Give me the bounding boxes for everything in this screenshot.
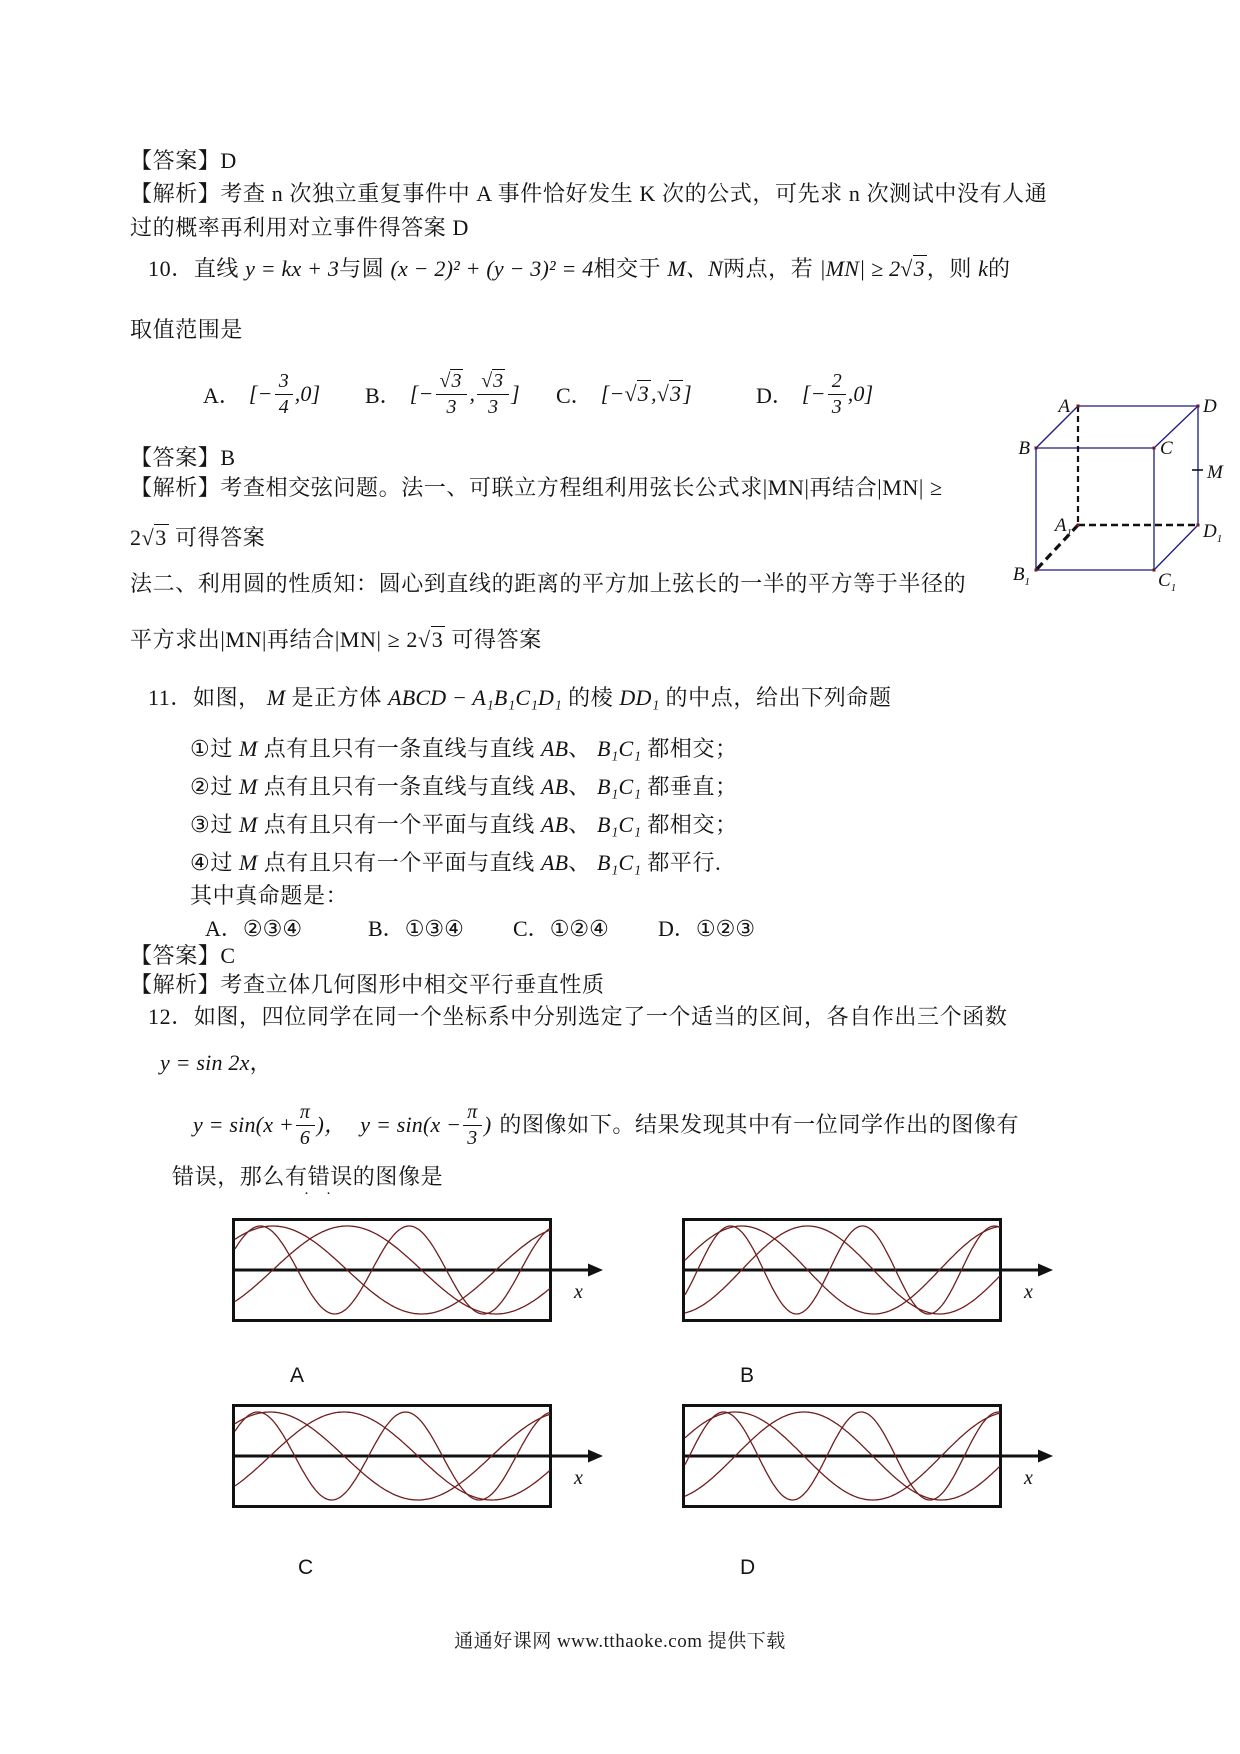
q11-analysis-line xyxy=(130,971,605,999)
fraction-denominator: 3 xyxy=(446,395,457,418)
fraction-numerator: 2 xyxy=(828,370,846,394)
fraction xyxy=(436,370,468,418)
item-math: B₁C₁ xyxy=(597,736,642,761)
q10-option-b xyxy=(365,352,520,436)
x-axis-arrow-icon xyxy=(1038,1450,1053,1463)
analysis-label: 【解析】 xyxy=(130,972,221,997)
stem-text: 是正方体 xyxy=(291,685,382,710)
cube-label-b: B xyxy=(1018,438,1030,459)
cube-label-b1: $B_1$ xyxy=(1012,564,1030,588)
stem-text: 的 xyxy=(988,256,1011,281)
analysis-text: 2√3 可得答案 xyxy=(130,525,266,550)
formula-cube-name: ABCD − A₁B₁C₁D₁ xyxy=(388,685,562,710)
fraction-numerator: π xyxy=(463,1101,482,1125)
analysis-text: 平方求出|MN|再结合|MN| ≥ 2√3 可得答案 xyxy=(130,627,542,652)
graph-panel-c-svg xyxy=(232,1404,604,1508)
cube-label-c: C xyxy=(1160,438,1173,459)
option-label: C． xyxy=(513,916,550,941)
item-text: 、 xyxy=(568,736,591,761)
q10-method2-line1 xyxy=(130,570,966,598)
emphasis-dots: ·· xyxy=(304,1186,348,1202)
option-math: [− xyxy=(801,381,826,406)
footer-text: 通通好课网 www.tthaoke.com 提供下载 xyxy=(454,1631,786,1652)
q10-answer-line xyxy=(130,444,236,472)
option-value: ②③④ xyxy=(242,916,303,941)
item-text: ②过 xyxy=(190,774,233,799)
q10-stem-line2 xyxy=(130,316,243,344)
cube-label-m: M xyxy=(1207,462,1223,483)
x-axis-arrow-icon xyxy=(1038,1264,1053,1277)
fraction-denominator: 4 xyxy=(278,395,289,418)
q11-option-d xyxy=(658,912,755,943)
graph-panel-d xyxy=(682,1404,1054,1508)
cube-label-a1: $A_1$ xyxy=(1054,515,1072,539)
option-label: B． xyxy=(365,382,402,408)
option-value: ①②③ xyxy=(695,916,756,941)
formula-mn-condition: |MN| ≥ 2√3 xyxy=(819,256,925,281)
fraction xyxy=(296,1101,315,1149)
q11-item-1 xyxy=(190,735,738,763)
q10-option-a xyxy=(203,352,320,436)
answer-label: 【答案】 xyxy=(130,445,221,470)
fraction xyxy=(275,370,293,418)
fraction-denominator: 3 xyxy=(831,395,842,418)
item-text: ③过 xyxy=(190,812,233,837)
graph-panel-c xyxy=(232,1404,604,1508)
item-text: 点有且只有一条直线与直线 xyxy=(263,736,535,761)
stem-text: ，则 xyxy=(926,256,972,281)
cube-label-d: D xyxy=(1203,396,1217,417)
item-math: M xyxy=(239,850,258,875)
graph-panel-a-svg xyxy=(232,1218,604,1322)
fraction-numerator: π xyxy=(296,1101,315,1125)
fraction-numerator: √3 xyxy=(436,370,468,394)
formula-m: M xyxy=(266,685,286,710)
item-text: ④过 xyxy=(190,850,233,875)
option-math: [− xyxy=(409,381,434,406)
fraction-denominator: 3 xyxy=(467,1126,478,1149)
analysis-text: 考查 n 次独立重复事件中 A 事件恰好发生 K 次的公式，可先求 n 次测试中没有人通 xyxy=(220,181,1048,206)
cube-label-c1: $C_1$ xyxy=(1158,570,1177,594)
x-axis-label: x xyxy=(1024,1467,1033,1489)
option-label: A． xyxy=(205,916,243,941)
item-text: 、 xyxy=(568,812,591,837)
q11-item-3 xyxy=(190,811,738,839)
item-text: 、 xyxy=(568,774,591,799)
fraction-numerator: 3 xyxy=(275,370,293,394)
stem-text: 直线 xyxy=(193,256,240,281)
cube-hidden-edges xyxy=(1036,406,1198,570)
q11-option-c xyxy=(513,912,609,943)
option-value: ①②④ xyxy=(549,916,609,941)
item-math: B₁C₁ xyxy=(597,850,642,875)
panel-label-b: B xyxy=(740,1364,755,1387)
q10-analysis-line1 xyxy=(130,474,943,502)
question-number: 12． xyxy=(148,1004,194,1029)
analysis-text: 过的概率再利用对立事件得答案 D xyxy=(130,215,469,240)
item-math: M xyxy=(239,812,258,837)
analysis-label: 【解析】 xyxy=(130,475,221,500)
item-math: AB xyxy=(541,850,569,875)
formula-edge: DD₁ xyxy=(619,685,660,710)
q11-stem xyxy=(148,684,892,712)
x-axis-label: x xyxy=(1024,1281,1033,1303)
stem-text: 的中点，给出下列命题 xyxy=(665,685,892,710)
graph-panel-d-svg xyxy=(682,1404,1054,1508)
q11-item-4 xyxy=(190,849,721,877)
x-axis-arrow-icon xyxy=(588,1264,603,1277)
item-text: ①过 xyxy=(190,736,233,761)
answer-value: B xyxy=(220,445,236,470)
formula-sin-minus: y = sin(x − xyxy=(360,1112,462,1138)
item-math: AB xyxy=(541,774,569,799)
question-number: 10． xyxy=(148,256,194,281)
stem-text: 如图，四位同学在同一个坐标系中分别选定了一个适当的区间，各自作出三个函数 xyxy=(193,1004,1008,1029)
stem-text: ， xyxy=(249,1050,273,1075)
q11-options-row xyxy=(0,912,1240,942)
q10-method2-line2 xyxy=(130,626,542,654)
panel-label-d: D xyxy=(740,1556,756,1579)
option-value: ①③④ xyxy=(404,916,464,941)
item-text: 点有且只有一个平面与直线 xyxy=(263,850,535,875)
graph-panel-a xyxy=(232,1218,604,1322)
q12-stem-line1 xyxy=(148,1003,1007,1031)
x-axis-arrow-icon xyxy=(588,1450,603,1463)
formula-sin-plus: y = sin(x + xyxy=(193,1112,294,1138)
answer-label: 【答案】 xyxy=(130,148,221,173)
q11-item-2 xyxy=(190,773,738,801)
analysis-text: 法二、利用圆的性质知：圆心到直线的距离的平方加上弦长的一半的平方等于半径的 xyxy=(130,571,967,596)
stem-text: 取值范围是 xyxy=(130,317,244,342)
option-label: A． xyxy=(203,382,241,408)
formula-k: k xyxy=(978,256,989,281)
answer-value: C xyxy=(220,943,236,968)
item-text: 都相交； xyxy=(647,736,738,761)
item-text: 都相交； xyxy=(647,812,738,837)
stem-text: 如图， xyxy=(192,685,261,710)
item-math: M xyxy=(239,736,258,761)
answer-label: 【答案】 xyxy=(130,943,221,968)
q10-analysis-line2 xyxy=(130,524,265,552)
item-text: 点有且只有一条直线与直线 xyxy=(263,774,535,799)
x-axis-label: x xyxy=(574,1281,583,1303)
x-axis-label: x xyxy=(574,1467,583,1489)
answer-value: D xyxy=(220,148,237,173)
option-math: ,0] xyxy=(847,381,874,406)
q12-function23-line xyxy=(193,1096,1019,1154)
analysis-text: 考查立体几何图形中相交平行垂直性质 xyxy=(220,972,605,997)
option-math: ,0] xyxy=(294,381,321,406)
fraction-numerator: √3 xyxy=(477,370,509,394)
q11-truth-line xyxy=(190,882,348,910)
option-math: [−√3,√3] xyxy=(600,381,692,406)
formula-line-eq: y = kx + 3 xyxy=(245,256,340,281)
prev-analysis-line2 xyxy=(130,214,469,242)
q10-option-c xyxy=(556,352,692,436)
stem-text: 的图像如下。结果发现其中有一位同学作出的图像有 xyxy=(499,1112,1020,1138)
item-math: B₁C₁ xyxy=(597,812,642,837)
item-math: AB xyxy=(541,736,569,761)
fraction xyxy=(828,370,846,418)
item-text: 都垂直； xyxy=(647,774,738,799)
prev-analysis-line1 xyxy=(130,180,1047,208)
analysis-label: 【解析】 xyxy=(130,181,221,206)
option-label: B． xyxy=(368,916,405,941)
stem-text: 其中真命题是： xyxy=(190,883,349,908)
graph-panel-b-svg xyxy=(682,1218,1054,1322)
q11-option-a xyxy=(205,912,302,943)
formula-sin-minus: ) xyxy=(483,1112,492,1138)
q12-function1-line xyxy=(160,1049,272,1077)
item-text: 点有且只有一个平面与直线 xyxy=(263,812,535,837)
q11-answer-line xyxy=(130,942,236,970)
fraction-denominator: 6 xyxy=(299,1126,311,1149)
prev-answer-line xyxy=(130,147,237,175)
option-label: D． xyxy=(658,916,696,941)
stem-text: 两点，若 xyxy=(722,256,814,281)
cube-label-a: A xyxy=(1058,396,1070,417)
option-label: D． xyxy=(756,382,794,408)
graph-panel-b xyxy=(682,1218,1054,1322)
item-math: B₁C₁ xyxy=(597,774,642,799)
stem-text: 与圆 xyxy=(339,256,385,281)
stem-text: 相交于 xyxy=(593,256,662,281)
q10-option-d xyxy=(756,352,873,436)
fraction-denominator: 3 xyxy=(488,395,499,418)
formula-points: M、N xyxy=(667,256,723,281)
option-math: , xyxy=(469,381,476,406)
fraction xyxy=(477,370,509,418)
stem-text: 错误，那么有错误的图像是 xyxy=(172,1164,444,1189)
option-math: [− xyxy=(248,381,273,406)
formula-sin2x: y = sin 2x xyxy=(160,1050,250,1075)
question-number: 11． xyxy=(148,685,193,710)
formula-circle-eq: (x − 2)² + (y − 3)² = 4 xyxy=(390,256,594,281)
stem-text: 的棱 xyxy=(568,685,614,710)
item-text: 都平行. xyxy=(647,850,722,875)
option-math: ] xyxy=(511,381,520,406)
q10-stem xyxy=(148,255,1011,283)
item-math: M xyxy=(239,774,258,799)
formula-sin-plus: )， xyxy=(316,1112,347,1138)
panel-label-a: A xyxy=(290,1364,305,1387)
item-math: AB xyxy=(541,812,569,837)
cube-figure xyxy=(1000,390,1240,605)
q11-option-b xyxy=(368,912,464,943)
option-label: C． xyxy=(556,382,593,408)
cube-label-d1: $D_1$ xyxy=(1203,521,1223,545)
fraction xyxy=(463,1101,482,1149)
item-text: 、 xyxy=(568,850,591,875)
panel-label-c: C xyxy=(298,1556,314,1579)
analysis-text: 考查相交弦问题。法一、可联立方程组利用弦长公式求|MN|再结合|MN| ≥ xyxy=(220,475,943,500)
